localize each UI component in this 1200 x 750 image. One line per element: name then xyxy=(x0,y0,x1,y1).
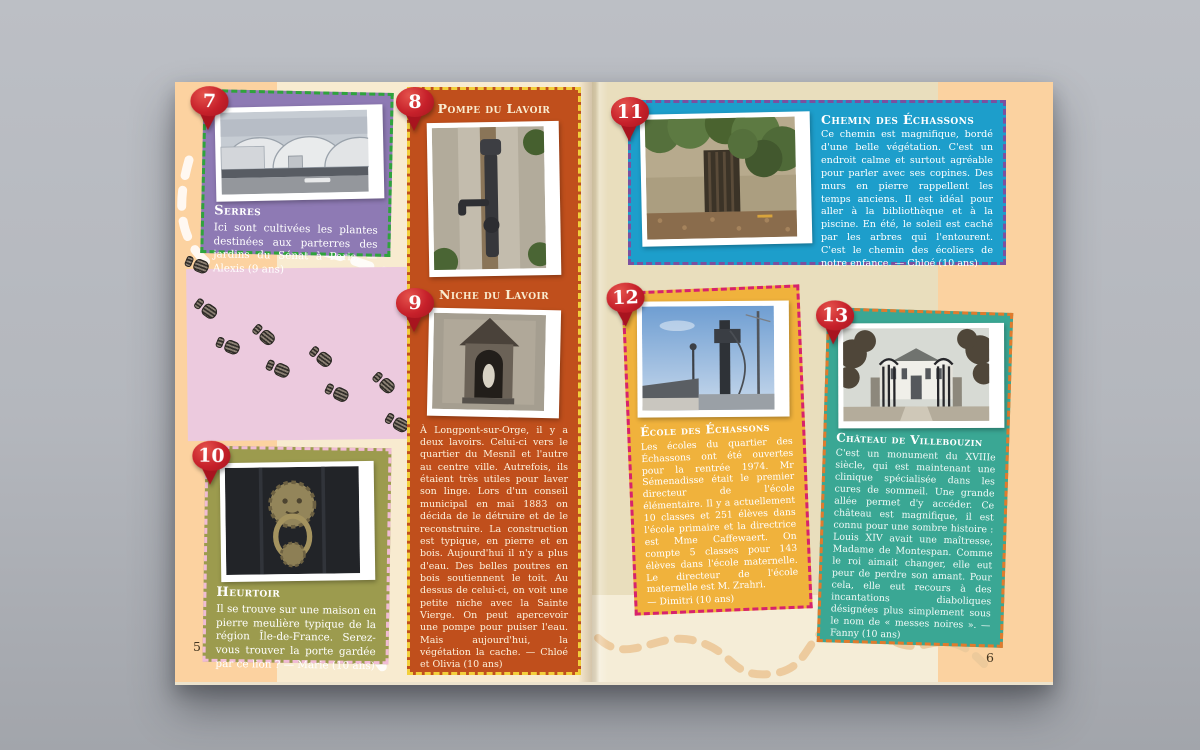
pink-panel xyxy=(186,267,412,441)
photo-heurtoir xyxy=(220,461,376,582)
card-lavoir xyxy=(407,87,581,675)
card-title: Chemin des Échassons xyxy=(821,112,975,127)
photo-pompe-du-lavoir xyxy=(427,121,562,277)
card-chemin xyxy=(616,100,1006,269)
card-body: À Longpont-sur-Orge, il y a deux lavoirs. Celui-ci vers le quartier du Mesnil et l'autre au centre ville. Autrefois, ils étaient très utiles pour laver son linge. Lors d'un conseil municipal en mai 1883 on décida de le détruire et de le reconstruire. La construction est typique, en pierre et en bois. Aujourd'hui il n'y a plus d'eau. Des belles poutres en bois soutiennent le toit. Au dessus de celui-ci, on voit une petite niche avec la Sainte Vierge. On peut apercevoir une pompe pour puiser l'eau. Mais aujourd'hui, la végétation la cache. — Chloé et Olivia (10 ans) xyxy=(420,424,568,671)
card-author: — Fanny (10 ans) xyxy=(829,620,991,641)
card-title: Château de Villebouzin xyxy=(835,430,983,450)
photo-chateau xyxy=(838,323,1004,429)
school-tower-photo-art xyxy=(642,306,775,411)
photo-chemin xyxy=(640,111,813,247)
door-knocker-photo-art xyxy=(225,466,360,575)
pin-number: 8 xyxy=(396,87,434,117)
greenhouses-photo-art xyxy=(220,110,370,195)
card-title: École des Échassons xyxy=(639,419,771,440)
page-left xyxy=(175,82,592,682)
card-title-pompe: Pompe du Lavoir xyxy=(437,101,551,116)
card-body: Ici sont cultivées les plantes destinées aux parterres des jardins du Sénat à Paris. —Alexis (9 ans) xyxy=(212,221,378,276)
card-author: —Alexis (9 ans) xyxy=(212,251,378,276)
map-pin-12 xyxy=(606,282,645,314)
map-pin-9 xyxy=(396,288,434,318)
map-pin-13 xyxy=(816,300,855,331)
pin-number: 9 xyxy=(396,288,434,318)
card-title: Serres xyxy=(214,203,262,220)
card-title: Heurtoir xyxy=(216,584,281,601)
map-pin-11 xyxy=(611,97,649,127)
pin-number: 7 xyxy=(190,86,229,117)
page-number-left: 5 xyxy=(193,639,201,654)
gate-ivy-photo-art xyxy=(645,117,797,240)
card-body: C'est un monument du XVIIIe siècle, qui est maintenant une clinique spécialisée dans les cures de sommeil. Une grande allée permet d'y accéder. Ce château est magnifique, il est connu pour une sombre histoire : Louis XIV avait une maîtresse, Madame de Montespan. Comme le roi aimait changer, elle eut peur de perdre son amant. Pour cela, elle eut recours à des incantations diaboliques désignées plus simplement sous le nom de « messes noires ». — Fanny (10 ans) xyxy=(829,447,996,641)
card-ecole xyxy=(611,284,812,615)
card-heurtoir xyxy=(197,444,392,672)
niche-photo-art xyxy=(432,312,546,410)
card-body: Les écoles du quartier des Échassons ont été ouvertes pour la rentrée 1974. Mr Sémenadisse était le premier directeur de l'école élémentaire. Il y a actuellement 10 classes et 251 élèves dans l'école primaire et la directrice est Mme Caffewaert. On compte 5 classes pour 143 élèves dans l'école maternelle. Le directeur de l'école maternelle est M. Zrahri. xyxy=(640,435,799,596)
page-number-right: 6 xyxy=(986,650,994,665)
booklet-spread xyxy=(175,82,1053,685)
card-author: — Marie (10 ans) xyxy=(283,658,375,672)
map-pin-10 xyxy=(192,441,230,472)
card-author: — Chloé (10 ans) xyxy=(894,257,978,269)
card-author: — Chloé et Olivia (10 ans) xyxy=(420,646,568,671)
pin-number: 10 xyxy=(192,441,230,472)
pin-number: 13 xyxy=(816,300,855,331)
card-body: Il se trouve sur une maison en pierre meulière typique de la région Île-de-France. Serez-vous trouver la porte gardée par ce lion ? — Marie (10 ans) xyxy=(215,602,377,672)
photo-niche-du-lavoir xyxy=(427,307,561,418)
card-author: — Dimitri (10 ans) xyxy=(647,593,735,609)
photo-ecole xyxy=(637,301,790,418)
map-pin-8 xyxy=(396,87,434,117)
card-serres xyxy=(200,89,393,276)
photo-serres xyxy=(214,104,384,201)
pump-photo-art xyxy=(432,126,546,270)
pin-number: 12 xyxy=(606,282,645,314)
pin-number: 11 xyxy=(611,97,649,127)
chateau-photo-art xyxy=(843,328,989,422)
map-pin-7 xyxy=(190,86,229,117)
card-chateau xyxy=(817,303,1013,648)
card-body: Ce chemin est magnifique, bordé d'une belle végétation. C'est un endroit calme et surtout agréable pour parler avec ses copines. Des murs en pierre rappellent les temps anciens. Il est idéal pour aller à la bibliothèque et à la piscine. En été, le soleil est caché par les arbres qui l'entourent. C'est le chemin des écoliers de notre enfance. — Chloé (10 ans) xyxy=(821,129,993,269)
card-title-niche: Niche du Lavoir xyxy=(439,287,549,303)
page-right xyxy=(592,82,1053,682)
